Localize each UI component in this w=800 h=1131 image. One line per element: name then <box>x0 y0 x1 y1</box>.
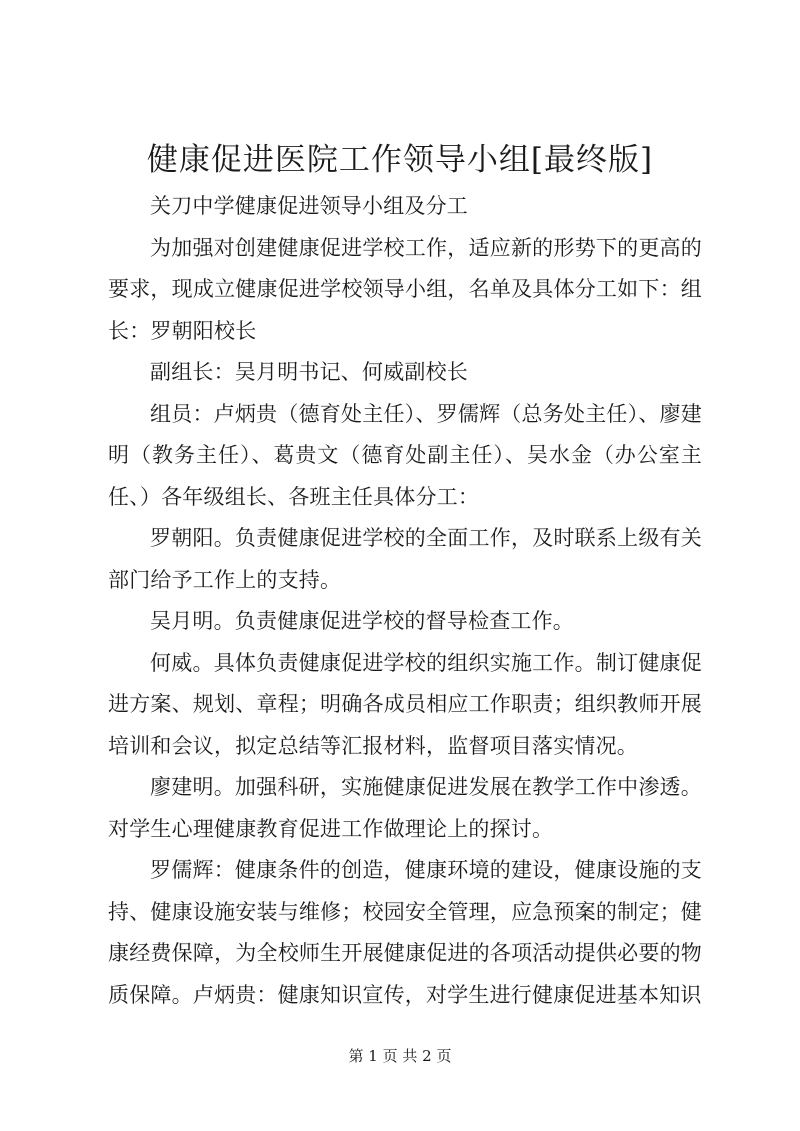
paragraph: 何威。具体负责健康促进学校的组织实施工作。制订健康促进方案、规划、章程；明确各成员相应工作职责；组织教师开展培训和会议，拟定总结等汇报材料，监督项目落实情况。 <box>108 650 702 758</box>
paragraph: 吴月明。负责健康促进学校的督导检查工作。 <box>150 609 574 633</box>
paragraph: 罗儒辉：健康条件的创造，健康环境的建设，健康设施的支持、健康设施安装与维修；校园安全管理，应急预案的制定；健康经费保障，为全校师生开展健康促进的各项活动提供必要的物质保障。卢炳贵：健康知识宣传，对学生进行健康促进基本知识 <box>108 858 702 1007</box>
page-footer: 第 1 页 共 2 页 <box>348 1047 452 1065</box>
paragraph: 廖建明。加强科研，实施健康促进发展在教学工作中渗透。对学生心理健康教育促进工作做理论上的探讨。 <box>108 775 702 841</box>
page-title: 健康促进医院工作领导小组[最终版] <box>146 142 654 178</box>
paragraph: 为加强对创建健康促进学校工作，适应新的形势下的更高的要求，现成立健康促进学校领导小组，名单及具体分工如下：组长：罗朝阳校长 <box>108 235 702 343</box>
paragraph: 罗朝阳。负责健康促进学校的全面工作，及时联系上级有关部门给予工作上的支持。 <box>108 526 702 592</box>
document-body <box>108 186 702 1016</box>
paragraph: 组员：卢炳贵（德育处主任）、罗儒辉（总务处主任）、廖建明（教务主任）、葛贵文（德育处副主任）、吴水金（办公室主任、）各年级组长、各班主任具体分工： <box>108 401 702 509</box>
paragraph: 副组长：吴月明书记、何威副校长 <box>150 360 468 384</box>
paragraph: 关刀中学健康促进领导小组及分工 <box>150 194 468 218</box>
